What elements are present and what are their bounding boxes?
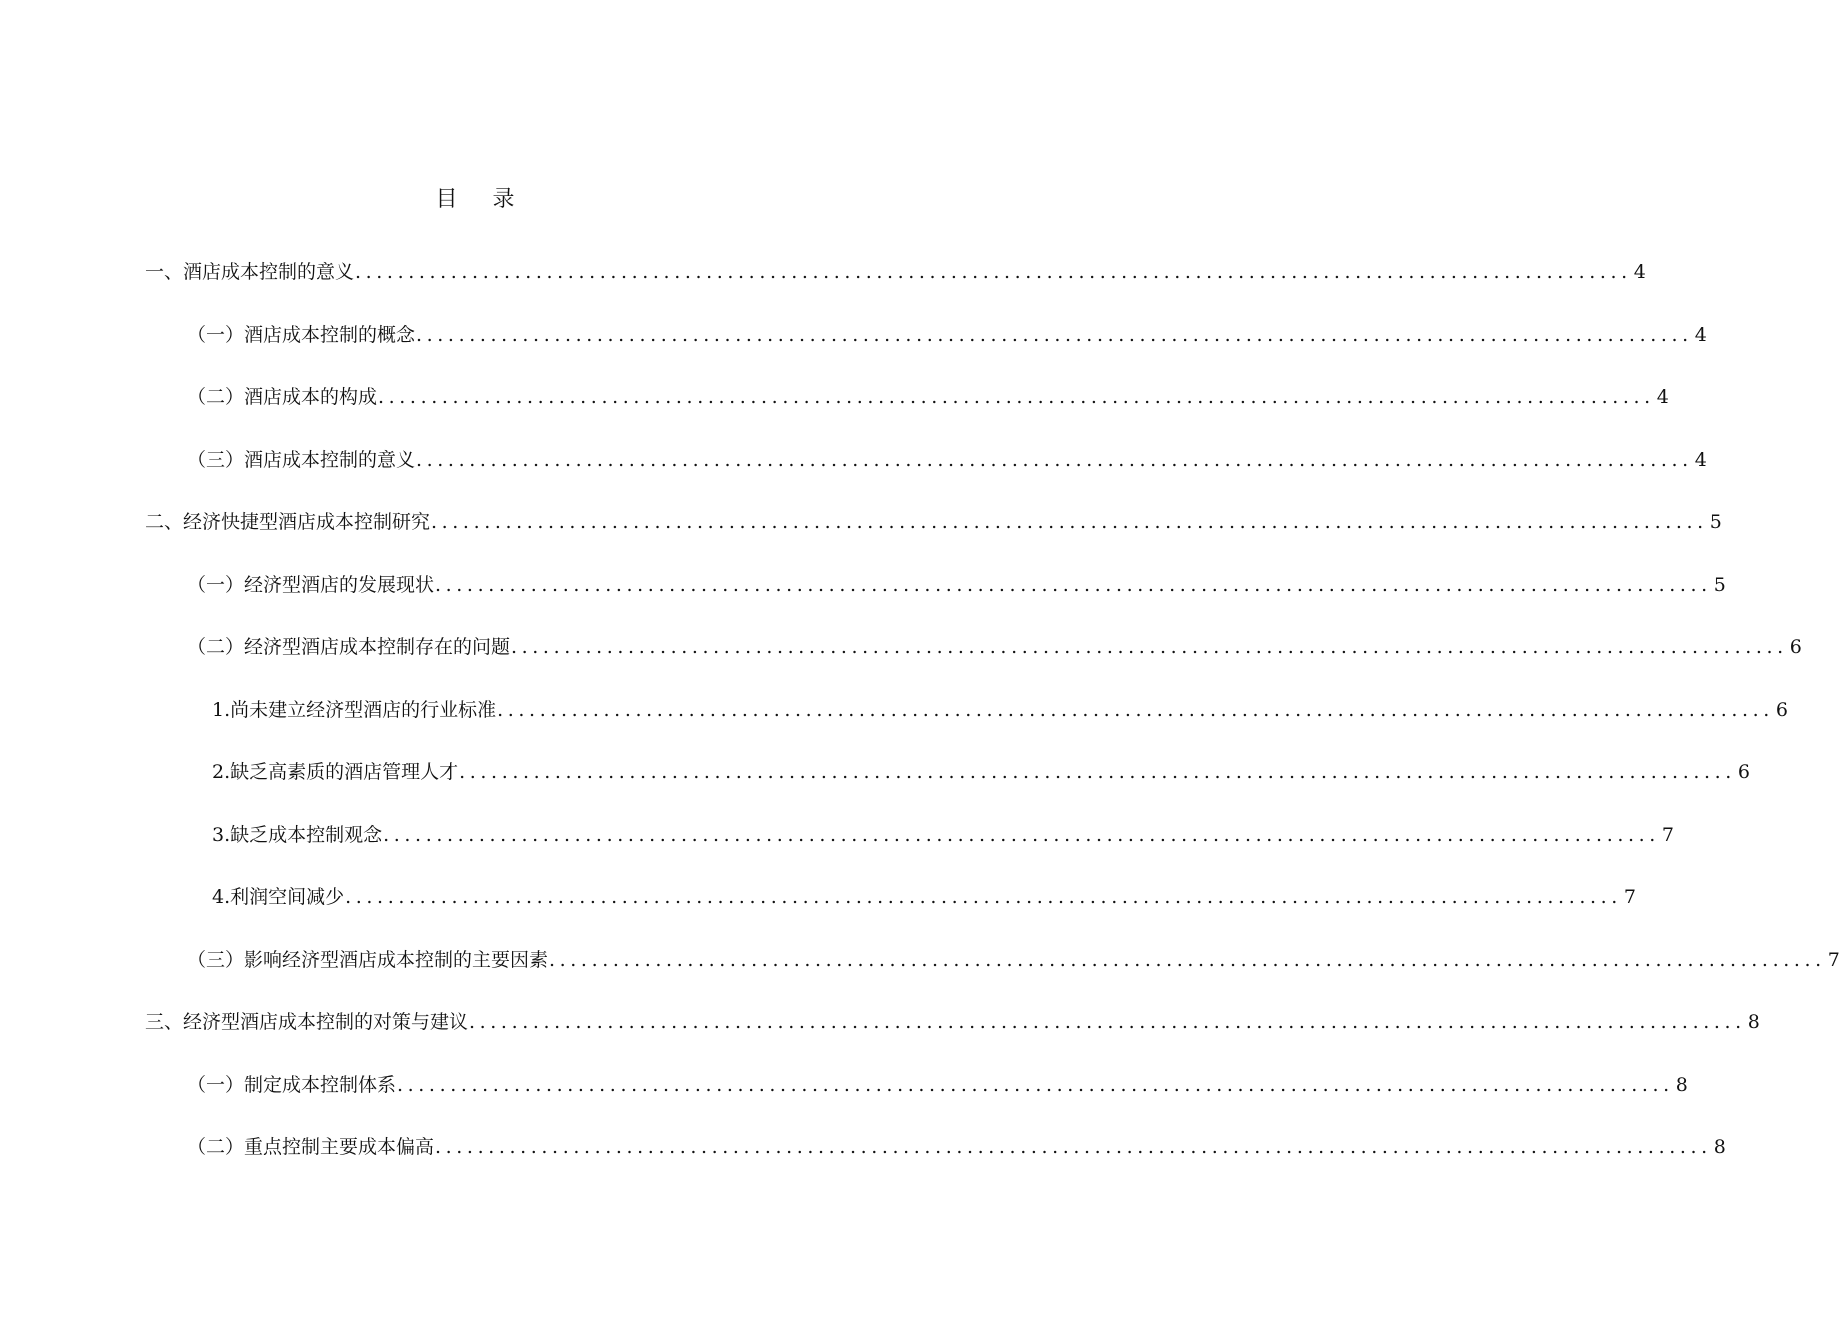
dot-leader: ........................................................................................................................ <box>345 886 1622 908</box>
toc-entry-page: 5 <box>1713 573 1726 596</box>
toc-entry <box>0 320 1707 383</box>
dot-leader: ........................................................................................................................ <box>397 1073 1674 1096</box>
toc-entry <box>0 632 1802 695</box>
toc-entry-label: 1.尚未建立经济型酒店的行业标准 <box>212 698 497 721</box>
toc-entry <box>0 1007 1760 1070</box>
dot-leader: ........................................................................................................................ <box>416 323 1693 346</box>
dot-leader: ........................................................................................................................ <box>431 511 1708 533</box>
toc-entry-label: 3.缺乏成本控制观念 <box>212 823 383 846</box>
toc-entry <box>0 382 1669 445</box>
dot-leader: ........................................................................................................................ <box>497 698 1774 721</box>
toc-entry-label: （一）制定成本控制体系 <box>187 1073 397 1096</box>
toc-entry <box>0 445 1707 508</box>
dot-leader: ........................................................................................................................ <box>435 1136 1712 1158</box>
toc-title: 目 录 <box>435 187 529 212</box>
toc-entry-page: 7 <box>1827 948 1840 971</box>
toc-entry <box>0 945 1840 1008</box>
toc-entry-label: （三）酒店成本控制的意义 <box>187 448 416 471</box>
toc-entry <box>0 1132 1726 1195</box>
toc-entry-page: 5 <box>1709 511 1722 533</box>
toc-entry-label: （二）酒店成本的构成 <box>187 386 378 408</box>
toc-entry <box>0 570 1726 633</box>
toc-entry-label: 2.缺乏高素质的酒店管理人才 <box>212 761 459 783</box>
dot-leader: ........................................................................................................................ <box>378 386 1655 408</box>
toc-entry <box>0 695 1788 758</box>
toc-list <box>0 257 1840 1195</box>
toc-entry-page: 6 <box>1737 761 1750 783</box>
toc-entry-label: （三）影响经济型酒店成本控制的主要因素 <box>187 948 549 971</box>
toc-entry-label: （一）酒店成本控制的概念 <box>187 323 416 346</box>
toc-entry-label: （二）重点控制主要成本偏高 <box>187 1136 435 1158</box>
toc-entry <box>0 820 1674 883</box>
toc-entry-page: 4 <box>1633 261 1646 283</box>
toc-entry-label: 4.利润空间减少 <box>212 886 345 908</box>
toc-entry <box>0 507 1722 570</box>
toc-entry <box>0 882 1636 945</box>
toc-entry-page: 4 <box>1656 386 1669 408</box>
toc-entry-label: （二）经济型酒店成本控制存在的问题 <box>187 636 511 658</box>
dot-leader: ........................................................................................................................ <box>511 636 1788 658</box>
dot-leader: ........................................................................................................................ <box>435 573 1712 596</box>
toc-entry-page: 7 <box>1661 823 1674 846</box>
toc-entry-page: 6 <box>1775 698 1788 721</box>
toc-entry <box>0 1070 1688 1133</box>
toc-entry-page: 4 <box>1694 448 1707 471</box>
toc-entry-label: 二、经济快捷型酒店成本控制研究 <box>145 511 431 533</box>
dot-leader: ........................................................................................................................ <box>416 448 1693 471</box>
toc-entry-page: 4 <box>1694 323 1707 346</box>
toc-entry-page: 8 <box>1675 1073 1688 1096</box>
dot-leader: ........................................................................................................................ <box>459 761 1736 783</box>
toc-entry-label: （一）经济型酒店的发展现状 <box>187 573 435 596</box>
toc-entry <box>0 757 1750 820</box>
toc-entry-page: 6 <box>1789 636 1802 658</box>
toc-entry-page: 8 <box>1713 1136 1726 1158</box>
toc-entry-page: 8 <box>1747 1011 1760 1033</box>
toc-entry <box>0 257 1646 320</box>
dot-leader: ........................................................................................................................ <box>355 261 1632 283</box>
toc-entry-label: 三、经济型酒店成本控制的对策与建议 <box>145 1011 469 1033</box>
toc-entry-page: 7 <box>1623 886 1636 908</box>
dot-leader: ........................................................................................................................ <box>383 823 1660 846</box>
dot-leader: ........................................................................................................................ <box>549 948 1826 971</box>
dot-leader: ........................................................................................................................ <box>469 1011 1746 1033</box>
toc-entry-label: 一、酒店成本控制的意义 <box>145 261 355 283</box>
